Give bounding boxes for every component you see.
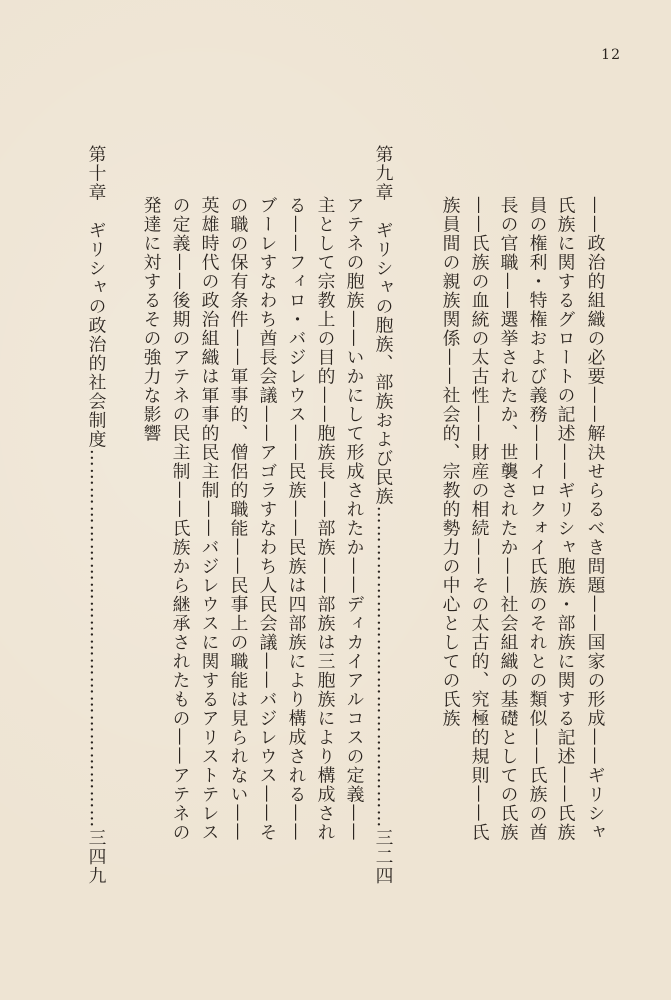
text-line: 員の権利・特権および義務——イロクォイ氏族のそれとの類似——氏族の酋: [527, 196, 548, 842]
text-line: ——政治的組織の必要——解決せらるべき問題——国家の形成——ギリシャ: [585, 196, 606, 842]
text-line: 英雄時代の政治組織は軍事的民主制——バジレウスに関するアリストテレス: [199, 196, 220, 842]
text-line: 長の官職——選挙されたか、世襲されたか——社会組織の基礎としての氏族: [498, 196, 519, 842]
text-line: ——氏族の血統の太古性——財産の相続——その太古的、究極的規則——氏: [469, 196, 490, 842]
text-line: 族員間の親族関係——社会的、宗教的勢力の中心としての氏族: [440, 196, 461, 728]
text-line: アテネの胞族——いかにして形成されたか——ディカイアルコスの定義——: [344, 196, 365, 842]
page-number: 12: [601, 47, 621, 63]
text-line: る——フィロ・バジレウス——民族——民族は四部族により構成される——: [286, 196, 307, 842]
text-line: 主として宗教上の目的——胞族長——部族——部族は三胞族により構成され: [315, 196, 336, 842]
text-line: の職の保有条件——軍事的、僧侶的職能——民事上の職能は見られない——: [228, 196, 249, 842]
chapter-heading-10: 第十章 ギリシャの政治的社会制度……………………………………………………三四九: [86, 145, 107, 886]
text-line: 氏族に関するグロートの記述——ギリシャ胞族・部族に関する記述——氏族: [555, 196, 576, 842]
text-line: ブーレすなわち酋長会議——アゴラすなわち人民会議——バジレウス——そ: [257, 196, 278, 842]
chapter-heading-9: 第九章 ギリシャの胞族、部族および民族……………………………………………三二四: [373, 145, 394, 886]
text-line: の定義——後期のアテネの民主制——氏族から継承されたもの——アテネの: [170, 196, 191, 842]
text-line: 発達に対するその強力な影響: [141, 196, 162, 443]
